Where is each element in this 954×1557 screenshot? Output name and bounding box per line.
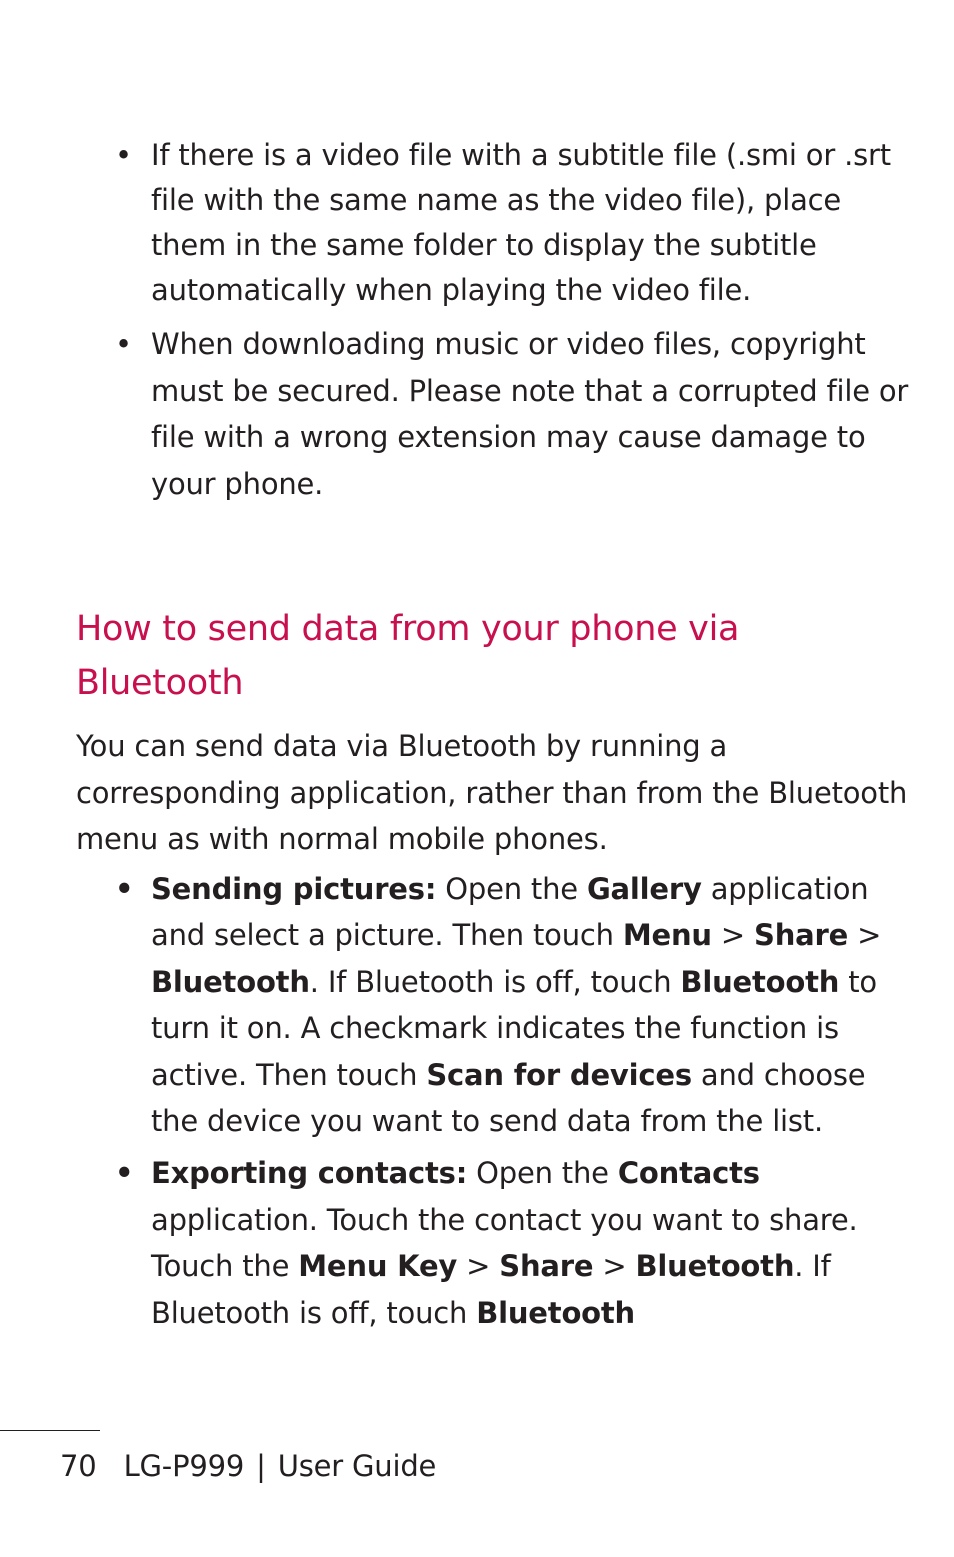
bullet-marker: • [115, 138, 132, 172]
tips-list [0, 133, 954, 507]
text-run: > [711, 918, 755, 953]
text-run: . If Bluetooth is off, touch [151, 1249, 831, 1330]
text-run: > [848, 918, 882, 953]
menu-term: Bluetooth [680, 964, 840, 999]
text-run: application and select a picture. Then touch [151, 872, 869, 953]
text-run: to turn it on. A checkmark indicates the function is active. Then touch [151, 964, 877, 1092]
section-heading: How to send data from your phone via Bluetooth [76, 609, 740, 703]
bullet-marker: • [115, 872, 134, 906]
guide-title: User Guide [277, 1449, 437, 1483]
text-run: . If Bluetooth is off, touch [309, 964, 681, 999]
text-run: Open the [436, 872, 587, 906]
exporting-contacts-item [0, 1150, 954, 1336]
text-run: Open the [467, 1156, 618, 1191]
instructions-list [0, 866, 954, 1336]
text-run: > [457, 1249, 500, 1284]
menu-term: Share [499, 1249, 594, 1284]
footer-rule [0, 1430, 100, 1431]
intro-paragraph: You can send data via Bluetooth by running a corresponding application, rather than from the Bluetooth menu as with normal mobile phones. [76, 729, 908, 856]
text-run: application. Touch the contact you want to share. Touch the [151, 1202, 858, 1284]
menu-term: Bluetooth [635, 1249, 795, 1284]
menu-term: Scan for devices [426, 1057, 692, 1092]
tip-text: If there is a video file with a subtitle file (.smi or .srt file with the same name as the video file), place them in the same folder to display the subtitle automatically when playing the video file. [151, 138, 891, 307]
list-item [0, 321, 954, 507]
item-label: Sending pictures: [151, 872, 437, 906]
text-run: and choose the device you want to send data from the list. [151, 1057, 866, 1139]
menu-term: Bluetooth [476, 1295, 635, 1330]
menu-term: Bluetooth [151, 964, 310, 999]
footer-separator: | [256, 1449, 266, 1483]
menu-term: Menu Key [298, 1249, 458, 1284]
menu-term: Share [754, 918, 849, 953]
bullet-marker: • [115, 327, 132, 361]
item-label: Exporting contacts: [151, 1156, 468, 1191]
model-name: LG-P999 [123, 1449, 245, 1483]
bullet-marker: • [115, 1156, 134, 1191]
list-item [0, 133, 954, 313]
text-run: > [593, 1249, 636, 1284]
app-name: Gallery [586, 872, 702, 906]
page-number: 70 [60, 1449, 97, 1483]
tip-text: When downloading music or video files, copyright must be secured. Please note that a corrupted file or file with a wrong extension may cause damage to your phone. [151, 327, 909, 501]
menu-term: Menu [622, 918, 712, 953]
page-footer [60, 1444, 436, 1488]
app-name: Contacts [617, 1156, 760, 1191]
sending-pictures-item [0, 866, 954, 1144]
